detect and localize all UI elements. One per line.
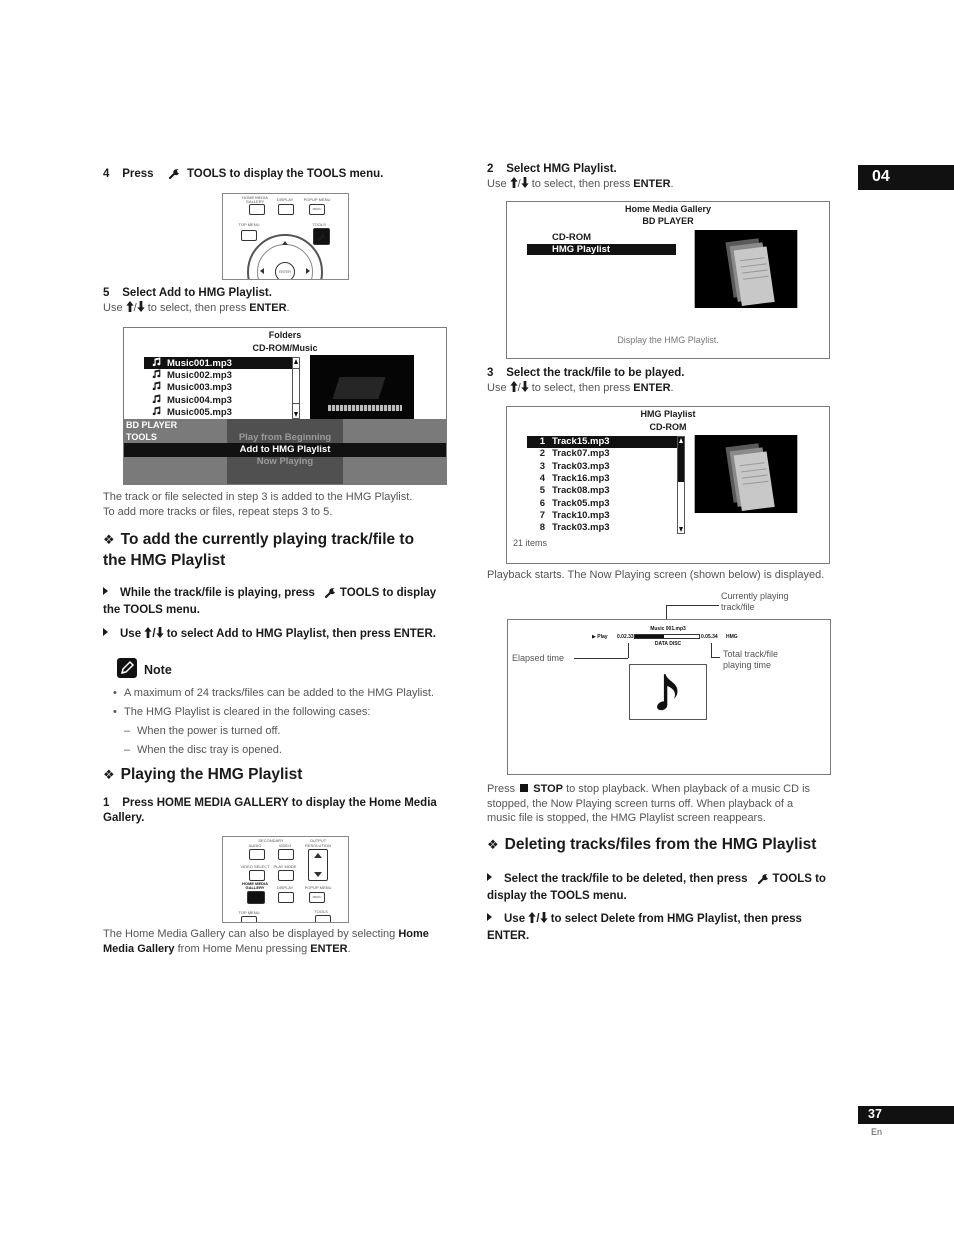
playlist-track-item [527,461,677,473]
step-number: 4 [103,168,110,180]
video-button [278,849,294,860]
track-name: Track16.mp3 [552,472,610,484]
text-line: Total track/file [723,649,779,659]
text: When the disc tray is opened. [137,744,282,756]
text: While the track/file is playing, press [120,587,315,599]
bullet-use-delete [487,911,857,945]
diamond-icon: ❖ [487,837,499,852]
step-1 [103,796,468,826]
track-number: 5 [539,485,545,497]
slash: / [517,178,521,190]
callout-line [711,643,712,657]
scroll-thumb [678,437,684,482]
dash: – [124,725,131,737]
text-line: Currently playing [721,591,789,601]
enter-button [275,262,295,280]
triangle-bullet-icon [487,873,492,881]
track-number: 3 [539,460,545,472]
text: Gallery. [103,812,145,824]
note-item [113,684,473,703]
text: to select, then press [531,382,631,394]
step-3-instruction [487,381,674,396]
popup-menu-button [309,892,325,903]
slash: / [133,302,137,314]
mode-label: HMG [726,634,738,640]
step-text: Press [122,168,154,180]
remote-label: TOOLS [314,909,328,914]
text: Use [120,628,142,640]
play-label: Play [597,634,608,640]
track-name: Track08.mp3 [552,485,610,497]
remote-label: DISPLAY [276,885,294,890]
music-note-icon [152,381,162,391]
heading-line: the HMG Playlist [103,552,226,569]
enter-label: ENTER [279,270,291,274]
file-name: Music001.mp3 [167,358,232,369]
folder-list-item [144,406,292,418]
heading-line: Deleting tracks/files from the HMG Playlist [504,836,817,853]
scroll-up-icon [679,438,683,443]
step-number: 1 [103,797,110,809]
scroll-down-icon [294,412,298,417]
tools-menu-item: Add to HMG Playlist [239,444,331,455]
tools-button [313,228,330,245]
text: . [286,302,290,314]
paragraph-added [103,490,463,519]
text: ENTER. [487,930,530,942]
enter-key: ENTER [633,382,671,394]
menu-label-bd-player: BD PLAYER [126,420,178,430]
scroll-thumb [293,368,299,404]
text-bold: Media Gallery [103,942,175,955]
text: . [670,178,674,190]
text: to stop playback. When playback of a music CD is [566,783,811,795]
text: to select, then press [531,178,631,190]
screen-now-playing [507,619,831,775]
track-number: 7 [539,509,545,521]
display-button [278,892,294,903]
remote-label: POPUP MENU [304,885,332,890]
text: . [670,382,674,394]
triangle-bullet-icon [103,628,108,636]
playlist-track-item [527,448,677,460]
screen-folders [123,327,447,485]
text: Press HOME MEDIA GALLERY to display the Home Media [122,797,437,809]
screen-subtitle: BD PLAYER [642,216,694,226]
pencil-icon [117,658,137,678]
track-number: 2 [539,448,545,460]
total-label [723,649,778,671]
text: the TOOLS menu. [103,604,200,616]
text: to select, then press [147,302,247,314]
dash: – [124,744,131,756]
text-bold: Home [398,928,429,940]
playlist-track-item [527,510,677,522]
callout-current-label [721,591,789,613]
audio-button [249,849,265,860]
step-2 [487,162,617,177]
menu-label: MENU [312,895,322,899]
note-title: Note [144,663,172,677]
down-arrow-icon [540,912,548,923]
total-time: 0.05.34 [701,634,718,640]
chapter-number: 04 [872,168,890,185]
playlist-track-item [527,473,677,485]
tools-icon [167,166,181,180]
text: from Home Menu pressing [177,942,308,955]
menu-label-tools: TOOLS [126,432,157,442]
track-name: Track07.mp3 [552,448,610,460]
remote-label: HOME MEDIA GALLERY [242,195,268,204]
text: The HMG Playlist is cleared in the following cases: [124,706,371,718]
text: Select the track/file to be deleted, then press [504,873,748,885]
up-arrow-icon [126,301,134,312]
callout-line [574,658,628,659]
remote-label: SECONDARY [258,838,284,843]
diamond-icon: ❖ [103,767,115,782]
screen-subtitle: CD-ROM/Music [252,343,318,353]
remote-label: TOP MENU [238,222,260,227]
screen-home-media-gallery [506,201,830,359]
stop-icon [520,784,528,792]
elapsed-time: 0.02.33 [617,634,634,640]
tools-menu-item: Play from Beginning [238,432,332,443]
track-name: Track03.mp3 [552,460,610,472]
text: When the power is turned off. [137,725,281,737]
text: Use [487,382,507,394]
bullet-use-arrows [103,627,436,642]
music-note-icon [152,394,162,404]
paragraph-hmg-alt [103,927,468,956]
text: music file is stopped, the HMG Playlist screen reappears. [487,812,766,824]
remote-label: AUDIO [248,843,262,848]
text-line: The track or file selected in step 3 is added to the HMG Playlist. [103,491,413,503]
note-list [113,684,473,760]
text: stopped, the Now Playing screen turns off. When playback of a [487,797,794,810]
track-number: 4 [539,472,545,484]
remote-label: PLAY MODE [273,864,297,869]
remote-label: TOOLS [312,222,326,227]
music-note-icon [152,406,162,416]
disc-type: DATA DISC [654,641,682,647]
remote-label: VIDEO SELECT [240,864,270,869]
screen-footer: Display the HMG Playlist. [617,335,719,345]
page-number: 37 [868,1107,882,1121]
playlist-track-item [527,522,677,534]
file-name: Music005.mp3 [167,406,232,418]
display-button [278,204,294,215]
folder-list-item [144,394,292,406]
bullet: • [113,706,117,718]
up-arrow-icon [510,177,518,188]
note-item [113,703,473,722]
elapsed-label: Elapsed time [512,653,565,663]
step-title: Select Add to HMG Playlist. [122,287,272,299]
tools-button [315,915,331,923]
bullet: • [113,687,117,699]
slash: / [517,382,521,394]
text: Press [487,783,516,795]
scroll-up-icon [294,359,298,364]
note-subitem [113,722,473,741]
progress-bar [634,634,700,639]
up-arrow-icon [510,381,518,392]
playlist-track-item [527,436,677,448]
res-down-icon [314,872,322,877]
play-status: ▶ Play [592,634,608,640]
folder-list-item [144,369,292,381]
enter-key: ENTER [249,302,287,314]
scrollbar [292,357,300,419]
remote-label: TOP MENU [238,910,260,915]
tools-icon [316,231,327,242]
down-arrow-icon [156,627,164,638]
list-item-cd-rom: CD-ROM [552,232,592,243]
text: to select Delete from HMG Playlist, then press [550,913,802,925]
heading-deleting [487,834,816,855]
step-5-instruction [103,301,290,316]
screen-title: Home Media Gallery [624,204,712,214]
step-3 [487,366,685,381]
file-name: Music004.mp3 [167,394,232,406]
heading-line: To add the currently playing track/file to [120,531,415,548]
enter-key: ENTER [633,178,671,190]
text: The Home Media Gallery can also be displayed by selecting [103,928,396,940]
text: A maximum of 24 tracks/files can be added to the HMG Playlist. [124,687,434,699]
playlist-track-item [527,498,677,510]
paragraph-stop [487,782,857,826]
note-subitem [113,741,473,760]
step-number: 3 [487,367,494,379]
top-menu-button [241,230,257,241]
screen-title: Folders [268,330,302,340]
heading-playing-playlist [103,764,302,785]
file-name: Music002.mp3 [167,370,232,382]
track-number: 1 [539,436,545,447]
paragraph-playback-starts: Playback starts. The Now Playing screen (shown below) is displayed. [487,569,825,581]
popup-menu-button [309,204,325,215]
step-5 [103,286,272,301]
remote-label: RESOLUTION [304,843,331,848]
scroll-down-icon [679,527,683,532]
track-number: 6 [539,497,545,509]
step-number: 2 [487,163,494,175]
track-title: Music 001.mp3 [650,626,686,632]
bullet-while-playing [103,585,468,619]
remote-label: OUTPUT [309,838,327,843]
triangle-bullet-icon [103,587,108,595]
page-number-tab [858,1106,954,1124]
step-2-instruction [487,177,674,192]
video-select-button [249,870,265,881]
music-artwork [629,664,707,720]
folder-list-item [144,357,292,369]
triangle-bullet-icon [487,913,492,921]
progress-fill [635,635,664,638]
top-menu-button [241,916,257,923]
text: TOOLS to display [339,587,437,599]
remote-label: POPUP MENU [303,197,331,202]
left-arrow-icon [260,268,264,274]
down-arrow-icon [521,177,529,188]
slash: / [536,913,540,925]
remote-label: GALLERY [245,885,265,890]
remote-label: DISPLAY [276,197,294,202]
step-text: TOOLS to display the TOOLS menu. [186,168,384,180]
track-name: Track03.mp3 [552,522,610,534]
track-name: Track15.mp3 [552,436,610,447]
step-4 [103,166,383,182]
callout-line [711,657,720,658]
screen-hmg-playlist [506,406,830,564]
list-item-hmg-playlist: HMG Playlist [527,244,676,255]
text-line: To add more tracks or files, repeat steps 3 to 5. [103,505,333,518]
folder-list-item [144,381,292,393]
remote-label: VIDEO [278,843,292,848]
chapter-tab [858,165,954,190]
menu-label: MENU [312,207,322,211]
enter-key: ENTER [310,942,348,955]
scrollbar [677,436,685,534]
slash: / [152,628,156,640]
hmg-button [249,204,265,215]
text: display the TOOLS menu. [487,890,627,902]
screen-title: HMG Playlist [640,409,696,419]
diamond-icon: ❖ [103,532,115,547]
music-note-icon [152,357,162,367]
heading-line: Playing the HMG Playlist [120,766,303,783]
remote-illustration-hmg [222,836,349,923]
stop-key: STOP [533,783,564,795]
screen-subtitle: CD-ROM [649,422,687,432]
playlist-track-item [527,485,677,497]
play-mode-button [278,870,294,881]
text: Use [504,913,526,925]
text: to select Add to HMG Playlist, then press ENTER. [166,628,436,640]
res-up-icon [314,853,322,858]
note-pencil-icon [117,658,137,678]
item-count: 21 items [513,538,548,548]
callout-line [666,605,719,606]
text: Use [487,178,507,190]
step-title: Select the track/file to be played. [506,367,685,379]
resolution-button [308,849,328,881]
track-name: Track05.mp3 [552,497,610,509]
bullet-select-delete [487,871,857,905]
down-arrow-icon [521,381,529,392]
language-label: En [871,1127,883,1137]
tools-menu-item: Now Playing [256,456,314,467]
text: . [347,942,351,955]
heading-add-current [103,529,463,571]
text-line: track/file [721,602,755,612]
file-name: Music003.mp3 [167,382,232,394]
down-arrow-icon [137,301,145,312]
up-arrow-icon [282,241,288,245]
step-number: 5 [103,287,110,299]
text: TOOLS to [772,873,826,885]
tools-icon [756,871,770,885]
home-media-gallery-button [247,891,265,904]
remote-label: HOME MEDIA [242,881,268,886]
music-note-icon [152,369,162,379]
text: Use [103,302,123,314]
callout-line [628,643,629,658]
piano-thumbnail [310,355,414,419]
piano-keys [328,405,402,411]
right-arrow-icon [306,268,310,274]
piano-lid [332,377,385,399]
track-name: Track10.mp3 [552,509,610,521]
step-title: Select HMG Playlist. [506,163,617,175]
track-number: 8 [539,522,545,534]
tools-icon [323,585,337,599]
remote-illustration-tools [222,193,349,280]
files-thumbnail [694,230,798,308]
music-note-icon [652,669,686,715]
text-line: playing time [723,660,772,670]
files-thumbnail [694,435,798,513]
